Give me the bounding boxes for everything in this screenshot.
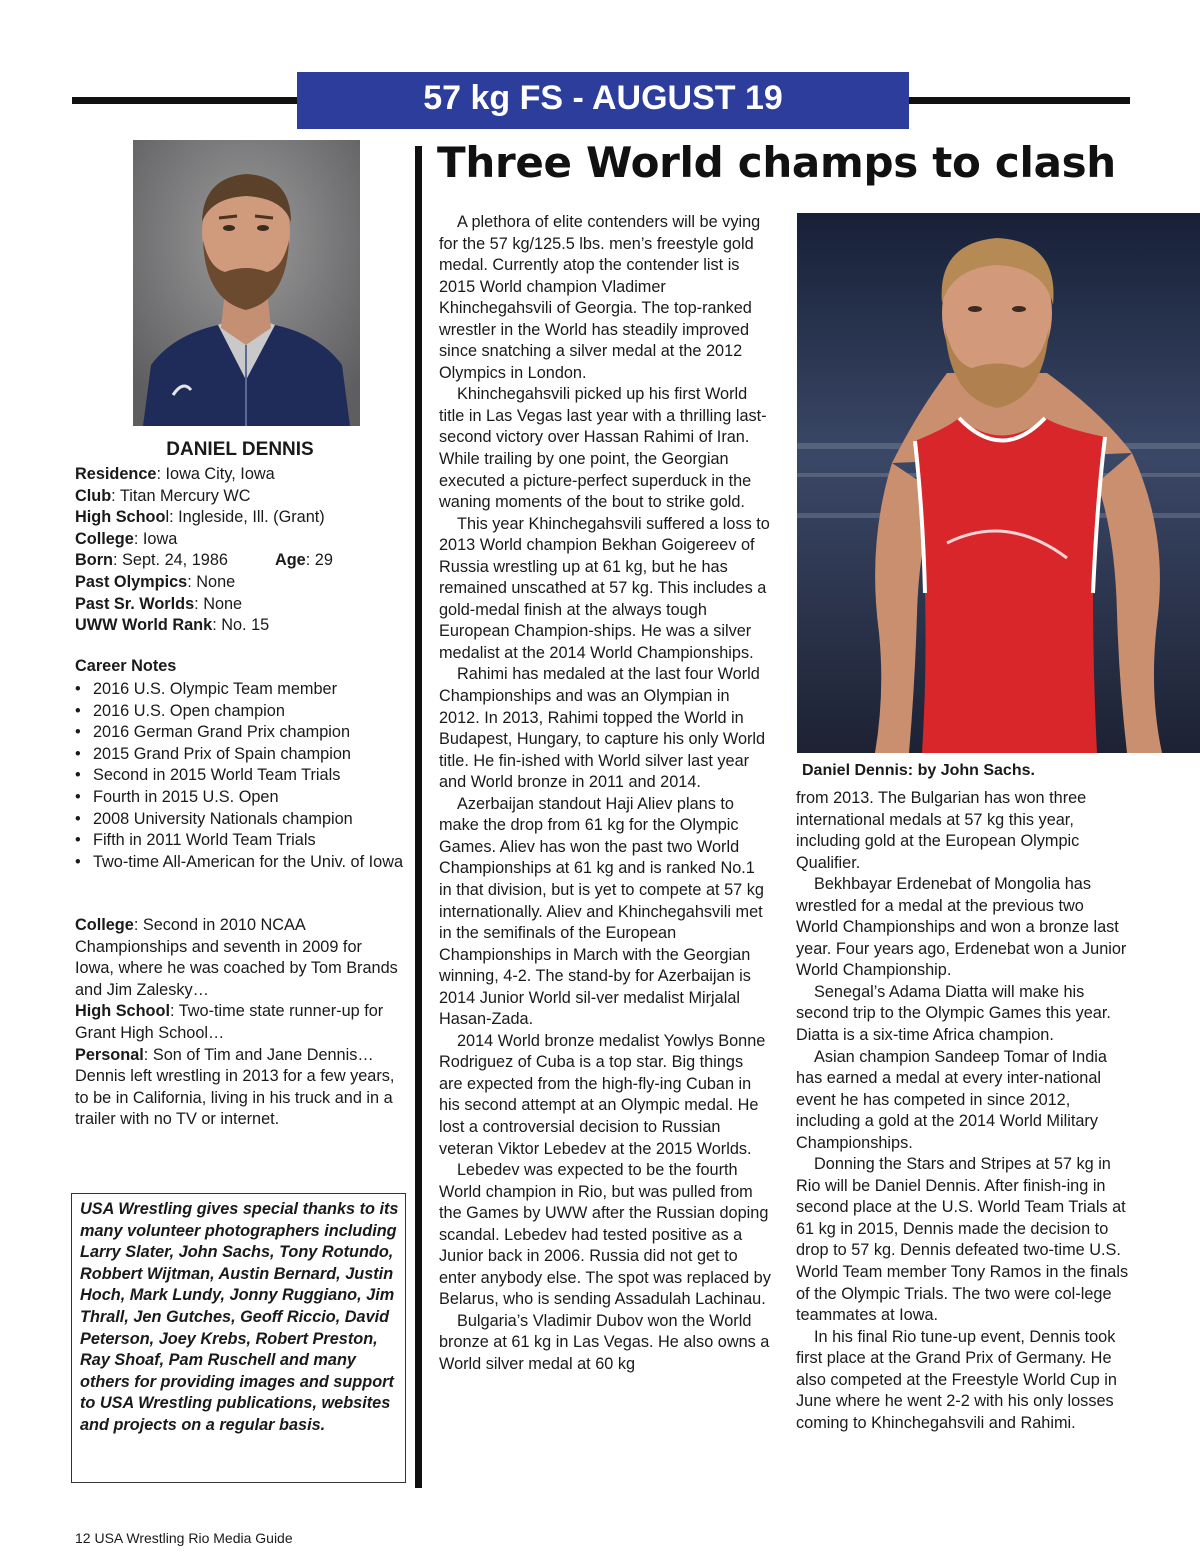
career-note-text: 2008 University Nationals champion — [93, 809, 353, 828]
page-footer: 12 USA Wrestling Rio Media Guide — [75, 1530, 293, 1546]
career-note-text: Second in 2015 World Team Trials — [93, 766, 341, 785]
article-paragraph: Asian champion Sandeep Tomar of India has earned a medal at every inter-national event he has competed in since 2012, including a gold at the 2014 World Military Championships. — [796, 1047, 1107, 1152]
club-value: : Titan Mercury WC — [111, 486, 251, 505]
event-banner: 57 kg FS - AUGUST 19 — [297, 72, 909, 129]
article-paragraph: Azerbaijan standout Haji Aliev plans to make the drop from 61 kg for the Olympic Games. Aliev has won the past two World Championships at 61 kg and is ranked No.1 in that division, but is yet to compete at 57 kg internationally. Aliev and Khinchegahsvili met in the semifinals of the European Championships in March with the Georgian winning, 4-2. The stand-by for Azerbaijan is 2014 Junior World sil-ver medalist Mirjalal Hasan-Zada. — [439, 794, 764, 1029]
college-note — [75, 915, 405, 1001]
career-note-text: 2016 U.S. Olympic Team member — [93, 680, 338, 698]
athlete-background — [75, 915, 405, 1131]
rank-label: UWW World Rank — [75, 616, 213, 635]
article-paragraph: Rahimi has medaled at the last four World Championships and was an Olympian in 2012. In 2013, Rahimi topped the World in Budapest, Hungary, to capture his only World title. He fin-ished with World silver last year and World bronze in 2011 and 2014. — [439, 665, 766, 792]
column-divider — [415, 146, 422, 1488]
personal-note-text: : Son of Tim and Jane Dennis… Dennis left wrestling in 2013 for a few years, to be in California, living in his truck and in a trailer with no TV or internet. — [75, 1045, 395, 1129]
list-item: • 2016 U.S. Open champion — [75, 701, 285, 720]
list-item: • Fifth in 2011 World Team Trials — [75, 831, 316, 850]
college-label: College — [75, 529, 134, 548]
worlds-value: : None — [194, 594, 243, 613]
list-item: • 2008 University Nationals champion — [75, 809, 353, 828]
athlete-name: DANIEL DENNIS — [166, 439, 314, 460]
olympics-row — [75, 572, 405, 594]
high-school-value: l: Ingleside, Ill. (Grant) — [165, 508, 325, 527]
age-value: : 29 — [305, 551, 333, 570]
college-value: : Iowa — [133, 529, 178, 548]
career-note-text: 2016 German Grand Prix champion — [93, 723, 351, 742]
article-headline: Three World champs to clash — [437, 138, 1116, 187]
high-school-label: High Schoo — [75, 508, 166, 527]
personal-note-label: Personal — [75, 1045, 144, 1064]
article-paragraph: Bulgaria’s Vladimir Dubov won the World bronze at 61 kg in Las Vegas. He also owns a World silver medal at 60 kg — [439, 1311, 770, 1373]
career-note-text: Fourth in 2015 U.S. Open — [93, 787, 279, 806]
high-school-note-label: High School — [75, 1002, 170, 1021]
header-rule-left — [72, 97, 302, 104]
olympics-value: : None — [187, 572, 236, 591]
born-label: Born — [75, 551, 113, 570]
athlete-bio — [75, 464, 405, 637]
photographer-thanks-box: USA Wrestling gives special thanks to its many volunteer photographers including Larry Slater, John Sachs, Tony Rotundo, Robbert Wijtman, Austin Bernard, Justin Hoch, Mark Lundy, Jonny Ruggiano, Jim Thrall, Jen Gutches, Geoff Riccio, David Peterson, Joey Krebs, Robert Preston, Ray Shoaf, Pam Ruschell and many others for providing images and support to USA Wrestling publications, websites and projects on a regular basis. — [71, 1193, 406, 1483]
list-item: • 2016 U.S. Olympic Team member — [75, 680, 338, 698]
article-paragraph: Khinchegahsvili picked up his first World title in Las Vegas last year with a thrilling last-second victory over Hassan Rahimi of Iran. While trailing by one point, the Georgian executed a picture-perfect superduck in the waning moments of the bout to strike gold. — [439, 385, 767, 512]
worlds-label: Past Sr. Worlds — [75, 594, 195, 613]
career-notes-heading: Career Notes — [75, 657, 177, 675]
headshot-illustration — [133, 140, 360, 426]
high-school-row — [75, 507, 405, 529]
article-paragraph: Donning the Stars and Stripes at 57 kg in Rio will be Daniel Dennis. After finish-ing in second place at the U.S. World Team Trials at 61 kg in 2015, Dennis made the decision to drop to 57 kg. Dennis defeated two-time U.S. World Team member Tony Ramos in the finals of the Olympic Trials. The two were col-lege teammates at Iowa. — [796, 1155, 1129, 1325]
born-value: : Sept. 24, 1986 — [112, 551, 228, 570]
club-label: Club — [75, 486, 112, 505]
rank-row — [75, 615, 405, 637]
personal-note — [75, 1045, 405, 1131]
high-school-note — [75, 1001, 405, 1044]
college-note-text: : Second in 2010 NCAA Championships and seventh in 2009 for Iowa, where he was coached by Tom Brands and Jim Zalesky… — [75, 916, 398, 999]
article-paragraph: A plethora of elite contenders will be vying for the 57 kg/125.5 lbs. men’s freestyle gold medal. Currently atop the contender list is 2015 World champion Vladimer Khinchegahsvili of Georgia. The top-ranked wrestler in the World has steadily improved since snatching a silver medal at the 2012 Olympics in London. — [439, 213, 761, 382]
article-paragraph: In his final Rio tune-up event, Dennis took first place at the Grand Prix of Germany. He also competed at the Freestyle World Cup in June where he went 2-2 with his only losses coming to Khinchegahsvili and Rahimi. — [796, 1327, 1117, 1432]
article-column-2 — [796, 788, 1130, 1434]
list-item: • 2016 German Grand Prix champion — [75, 723, 351, 742]
residence-value: : Iowa City, Iowa — [156, 465, 275, 483]
article-paragraph: This year Khinchegahsvili suffered a loss to 2013 World champion Bekhan Goigereev of Russia wrestling up at 61 kg, but he has remained unscathed at 57 kg. This includes a gold-medal finish at the always tough European Champion-ships. He was a silver medalist at the 2014 World Championships. — [439, 514, 770, 662]
article-paragraph: Bekhbayar Erdenebat of Mongolia has wrestled for a medal at the previous two World Championships and won a bronze last year. Four years ago, Erdenebat won a Junior World Championship. — [796, 875, 1127, 980]
worlds-row — [75, 594, 405, 616]
article-paragraph: Senegal’s Adama Diatta will make his second trip to the Olympic Games this year. Diatta is a six-time Africa champion. — [796, 982, 1111, 1045]
list-item: • Fourth in 2015 U.S. Open — [75, 787, 279, 806]
list-item: • Two-time All-American for the Univ. of Iowa — [75, 852, 404, 871]
residence-row — [75, 464, 405, 486]
residence-label: Residence — [75, 465, 157, 483]
article-paragraph: 2014 World bronze medalist Yowlys Bonne Rodriguez of Cuba is a top star. Big things are expected from the high-fly-ing Cuban in his second attempt at an Olympic medal. He lost a controversial decision to Russian veteran Viktor Lebedev at the 2015 Worlds. — [439, 1031, 766, 1158]
photo-caption: Daniel Dennis: by John Sachs. — [802, 762, 1035, 779]
article-paragraph: Lebedev was expected to be the fourth World champion in Rio, but was pulled from the Games by UWW after the Russian doping scandal. Lebedev had tested positive as a Junior back in 2006. Russia did not get to enter anybody else. The spot was replaced by Belarus, who is sending Assadulah Lachinau. — [439, 1161, 771, 1309]
wrestler-illustration — [797, 213, 1200, 753]
age-label: Age — [274, 551, 306, 570]
headshot-photo — [133, 140, 360, 426]
career-note-text: 2015 Grand Prix of Spain champion — [93, 744, 351, 763]
article-paragraph: from 2013. The Bulgarian has won three international medals at 57 kg this year, including gold at the European Olympic Qualifier. — [796, 789, 1087, 872]
college-row — [75, 529, 405, 551]
career-notes-list — [75, 679, 405, 873]
action-photo — [797, 213, 1200, 753]
career-note-text: Two-time All-American for the Univ. of Iowa — [93, 852, 404, 871]
college-note-label: College — [75, 916, 134, 934]
article-column-1 — [439, 212, 771, 1376]
career-note-text: Fifth in 2011 World Team Trials — [93, 831, 316, 850]
born-row — [75, 550, 405, 572]
list-item: • Second in 2015 World Team Trials — [75, 766, 341, 785]
olympics-label: Past Olympics — [75, 572, 188, 591]
club-row — [75, 486, 405, 508]
list-item: • 2015 Grand Prix of Spain champion — [75, 744, 351, 763]
career-note-text: 2016 U.S. Open champion — [93, 701, 285, 720]
header-rule-right — [905, 97, 1130, 104]
high-school-note-text: : Two-time state runner-up for Grant High School… — [75, 1002, 384, 1042]
rank-value: : No. 15 — [212, 616, 270, 635]
